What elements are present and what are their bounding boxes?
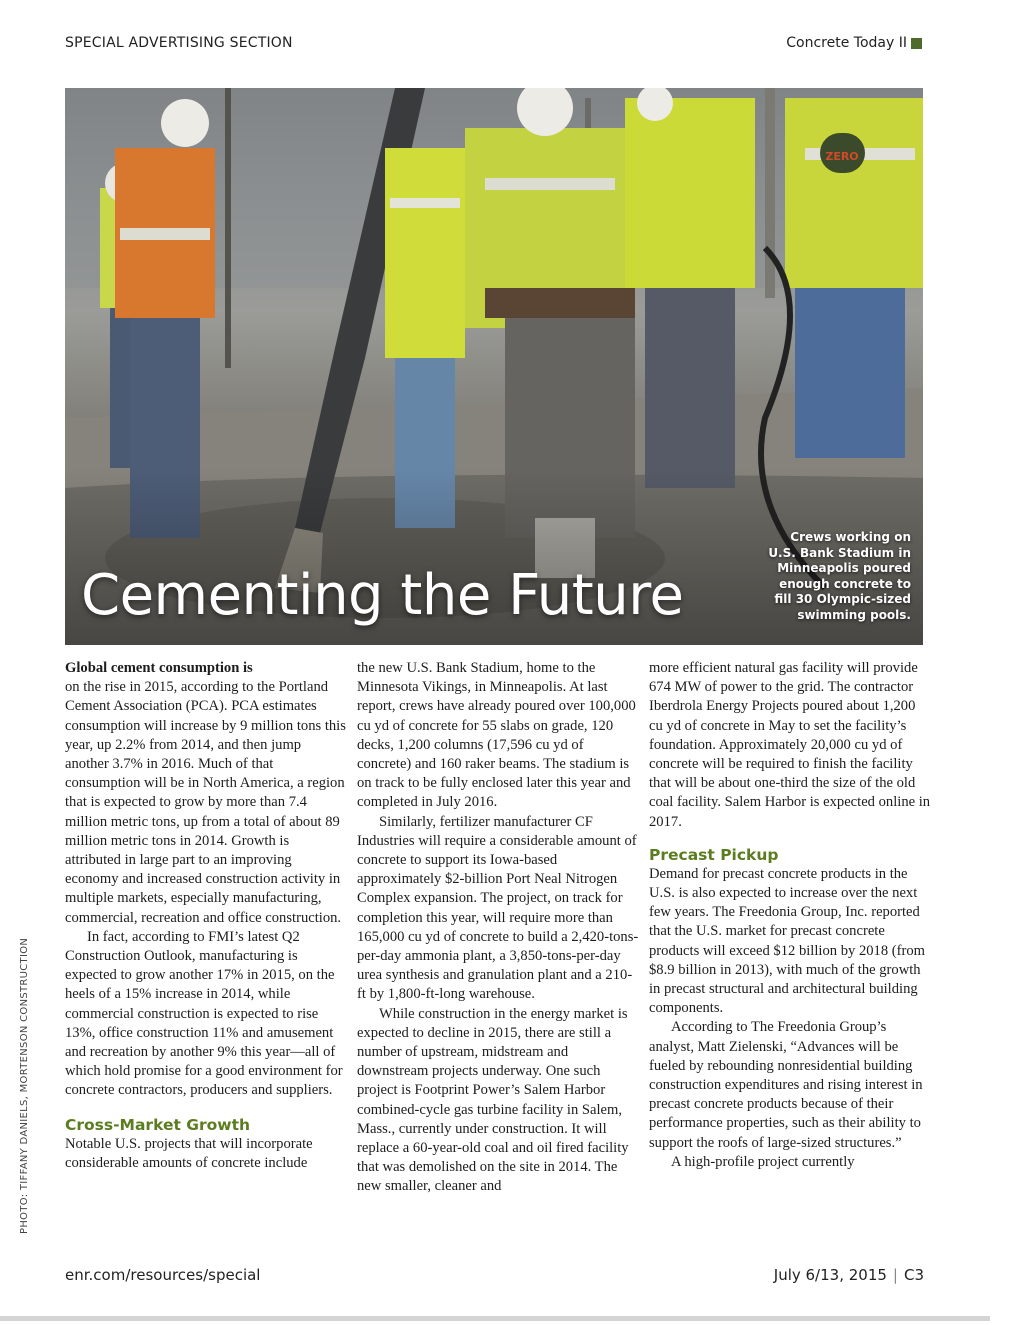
paragraph: more efficient natural gas facility will provide 674 MW of power to the grid. The contractor Iberdrola Energy Projects poured about 1,200 cu yd of concrete in May to set the facility’s foundation. Approximately 20,000 cu yd of concrete will be required to finish the facility that will be about one-third the size of the old coal facility. Salem Harbor is expected online in 2017. — [649, 660, 931, 830]
paragraph: A high-profile project currently — [671, 1153, 855, 1170]
footer-page-info — [774, 1266, 924, 1284]
paragraph: the new U.S. Bank Stadium, home to the Minnesota Vikings, in Minneapolis. At last report, crews have already poured over 100,000 cu yd of concrete for 55 slabs on grade, 120 decks, 1,200 columns (17,596 cu yd of concrete) and 160 raker beams. The stadium is on track to be fully enclosed later this year and completed in July 2016. — [357, 660, 636, 811]
subhead-cross-market-growth: Cross-Market Growth — [65, 1115, 251, 1134]
page-edge-divider — [0, 1316, 990, 1321]
brand-square-icon — [911, 38, 922, 49]
paragraph: In fact, according to FMI’s latest Q2 Construction Outlook, manufacturing is expected to grow another 17% in 2015, on the heels of a 15% increase in 2014, while commercial construction is expected to rise 13%, office construction 11% and amusement and recreation by another 9% this year—all of which hold promise for a good environment for concrete contractors, producers and suppliers. — [65, 928, 343, 1099]
article-title: Cementing the Future — [81, 563, 684, 628]
subhead-precast-pickup: Precast Pickup — [649, 845, 779, 864]
photo-caption: Crews working on U.S. Bank Stadium in Minneapolis poured enough concrete to fill 30 Olympic-sized swimming pools. — [768, 530, 911, 622]
article-column-3 — [649, 659, 932, 1172]
paragraph: While construction in the energy market is expected to decline in 2015, there are still a number of upstream, midstream and downstream projects underway. One such project is Footprint Power’s Salem Harbor combined-cycle gas turbine facility in Salem, Mass., currently under construction. It will replace a 60-year-old coal and oil fired facility that was demolished on the site in 2014. The new smaller, cleaner and — [357, 1005, 629, 1195]
lead-in: Global cement consumption is — [65, 660, 253, 676]
paragraph: Demand for precast concrete products in the U.S. is also expected to increase over the next few years. The Freedonia Group, Inc. reported that the U.S. market for precast concrete products will exceed $12 billion by 2018 (from $8.9 billion in 2013), with much of the growth in precast structural and architectural building components. — [649, 865, 926, 1017]
hero-photo — [65, 88, 923, 645]
paragraph: Similarly, fertilizer manufacturer CF Industries will require a considerable amount of concrete to support its Iowa-based approximately $2-billion Port Neal Nitrogen Complex expansion. The project, on track for completion this year, will require more than 165,000 cu yd of concrete to build a 2,420-tons-per-day ammonia plant, a 3,850-tons-per-day urea synthesis and granulation plant and a 210-ft by 1,800-ft-long warehouse. — [357, 813, 639, 1003]
paragraph: According to The Freedonia Group’s analyst, Matt Zielenski, “Advances will be fueled by rebounding nonresidential building construction expenditures and rising interest in precast concrete products because of their performance properties, such as their ability to support the roofs of large-sized structures.” — [649, 1019, 923, 1151]
separator: | — [892, 1266, 898, 1284]
article-column-1 — [65, 659, 348, 1173]
svg-text:ZERO: ZERO — [825, 150, 859, 163]
photo-credit: PHOTO: TIFFANY DANIELS, MORTENSON CONSTRUCTION — [19, 937, 30, 1234]
section-label: SPECIAL ADVERTISING SECTION — [65, 35, 293, 51]
footer-url: enr.com/resources/special — [65, 1266, 261, 1284]
page-number: C3 — [903, 1266, 924, 1284]
paragraph — [65, 659, 348, 928]
paragraph: Notable U.S. projects that will incorporate considerable amounts of concrete include — [65, 1135, 313, 1171]
article-column-2 — [357, 659, 640, 1197]
issue-date: July 6/13, 2015 — [773, 1266, 887, 1284]
paragraph-text: on the rise in 2015, according to the Portland Cement Association (PCA). PCA estimates consumption will increase by 9 million tons this year, up 2.2% from 2014, and then jump another 3.7% in 2016. Much of that consumption will be in North America, a region that is expected to grow by more than 7.4 million metric tons, up from a total of about 89 million metric tons in 2014. Growth is attributed in large part to an improving economy and increased construction activity in multiple markets, especially manufacturing, commercial, recreation and office construction. — [65, 679, 346, 926]
publication-name: Concrete Today II — [786, 35, 907, 51]
publication-label — [786, 35, 922, 51]
